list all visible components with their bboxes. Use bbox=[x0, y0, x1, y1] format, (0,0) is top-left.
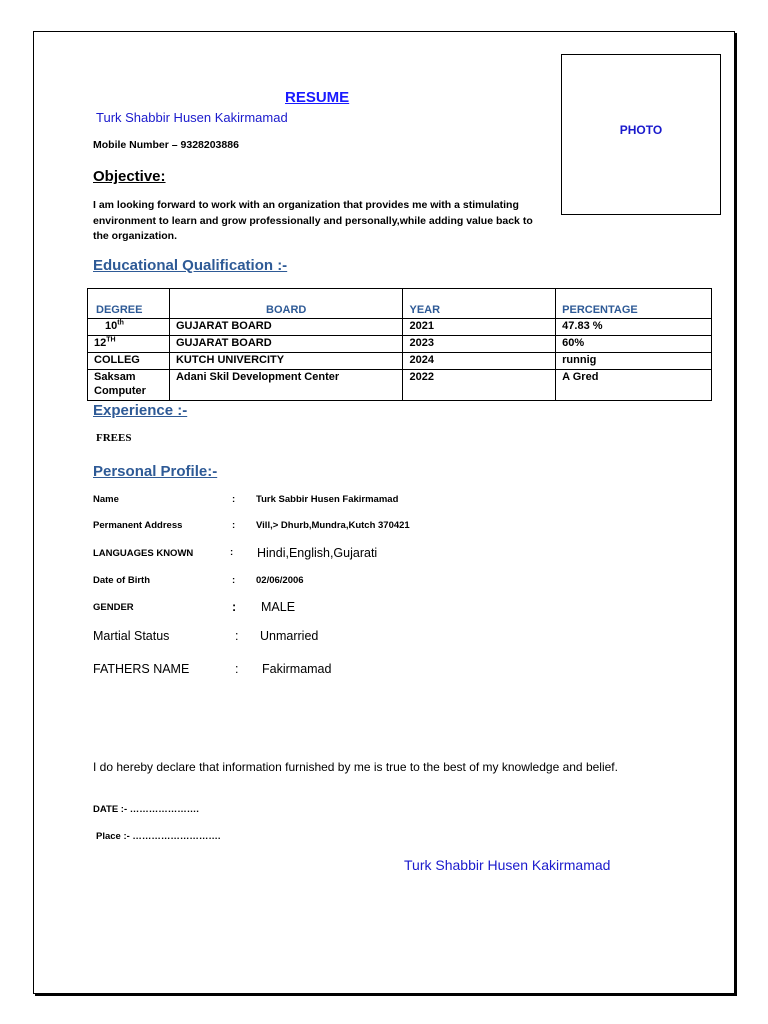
objective-heading: Objective: bbox=[93, 168, 166, 185]
field-value: 02/06/2006 bbox=[256, 575, 304, 586]
experience-heading: Experience :- bbox=[93, 402, 188, 419]
date-line: DATE :- …………………. bbox=[93, 804, 199, 815]
field-colon: : bbox=[232, 520, 236, 531]
percentage-cell: 60% bbox=[556, 336, 712, 353]
column-header-degree: DEGREE bbox=[88, 289, 170, 319]
year-cell: 2022 bbox=[403, 370, 556, 401]
board-cell: GUJARAT BOARD bbox=[169, 336, 403, 353]
degree-cell: COLLEG bbox=[88, 353, 170, 370]
field-value: Fakirmamad bbox=[262, 662, 332, 676]
field-value: Turk Sabbir Husen Fakirmamad bbox=[256, 494, 399, 505]
education-heading: Educational Qualification :- bbox=[93, 257, 288, 274]
degree-cell: 10th bbox=[88, 319, 170, 336]
field-label: Permanent Address bbox=[93, 520, 183, 531]
declaration-text: I do hereby declare that information furnished by me is true to the best of my knowledge and belief. bbox=[93, 760, 618, 774]
field-label: Date of Birth bbox=[93, 575, 150, 586]
board-cell: Adani Skil Development Center bbox=[169, 370, 403, 401]
field-value: MALE bbox=[261, 600, 296, 614]
field-colon: : bbox=[232, 575, 236, 586]
percentage-cell: A Gred bbox=[556, 370, 712, 401]
column-header-board: BOARD bbox=[169, 289, 403, 319]
mobile-number: Mobile Number – 9328203886 bbox=[93, 139, 239, 151]
year-cell: 2023 bbox=[403, 336, 556, 353]
field-label: Martial Status bbox=[93, 629, 170, 643]
field-label: FATHERS NAME bbox=[93, 662, 190, 676]
table-row bbox=[88, 319, 712, 336]
field-colon: : bbox=[230, 547, 234, 558]
resume-title: RESUME bbox=[285, 89, 350, 106]
field-colon: : bbox=[232, 494, 236, 505]
field-colon: : bbox=[232, 600, 237, 614]
field-label: LANGUAGES KNOWN bbox=[93, 548, 194, 559]
degree-cell: Saksam Computer bbox=[88, 370, 170, 401]
field-label: GENDER bbox=[93, 602, 134, 613]
field-colon: : bbox=[235, 662, 239, 676]
field-colon: : bbox=[235, 629, 239, 643]
photo-label: PHOTO bbox=[619, 123, 663, 137]
place-line: Place :- ………………………. bbox=[96, 831, 221, 842]
signature-name: Turk Shabbir Husen Kakirmamad bbox=[404, 857, 611, 873]
photo-placeholder bbox=[561, 54, 721, 215]
board-cell: KUTCH UNIVERCITY bbox=[169, 353, 403, 370]
percentage-cell: 47.83 % bbox=[556, 319, 712, 336]
year-cell: 2024 bbox=[403, 353, 556, 370]
personal-profile-heading: Personal Profile:- bbox=[93, 463, 218, 480]
experience-text: FREES bbox=[96, 432, 132, 444]
percentage-cell: runnig bbox=[556, 353, 712, 370]
column-header-percentage: PERCENTAGE bbox=[556, 289, 712, 319]
year-cell: 2021 bbox=[403, 319, 556, 336]
objective-text: I am looking forward to work with an organization that provides me with a stimulating environment to learn and grow professionally and personally,while adding value back to the organization. bbox=[93, 199, 533, 242]
table-header-row bbox=[88, 289, 712, 319]
field-value: Hindi,English,Gujarati bbox=[257, 546, 378, 560]
field-value: Unmarried bbox=[260, 629, 319, 643]
candidate-name: Turk Shabbir Husen Kakirmamad bbox=[96, 110, 288, 125]
field-value: Vill,> Dhurb,Mundra,Kutch 370421 bbox=[256, 520, 410, 531]
board-cell: GUJARAT BOARD bbox=[169, 319, 403, 336]
table-row bbox=[88, 336, 712, 353]
degree-cell: 12TH bbox=[88, 336, 170, 353]
field-label: Name bbox=[93, 494, 119, 505]
table-row bbox=[88, 353, 712, 370]
education-table bbox=[87, 288, 712, 401]
column-header-year: YEAR bbox=[403, 289, 556, 319]
table-row bbox=[88, 370, 712, 401]
